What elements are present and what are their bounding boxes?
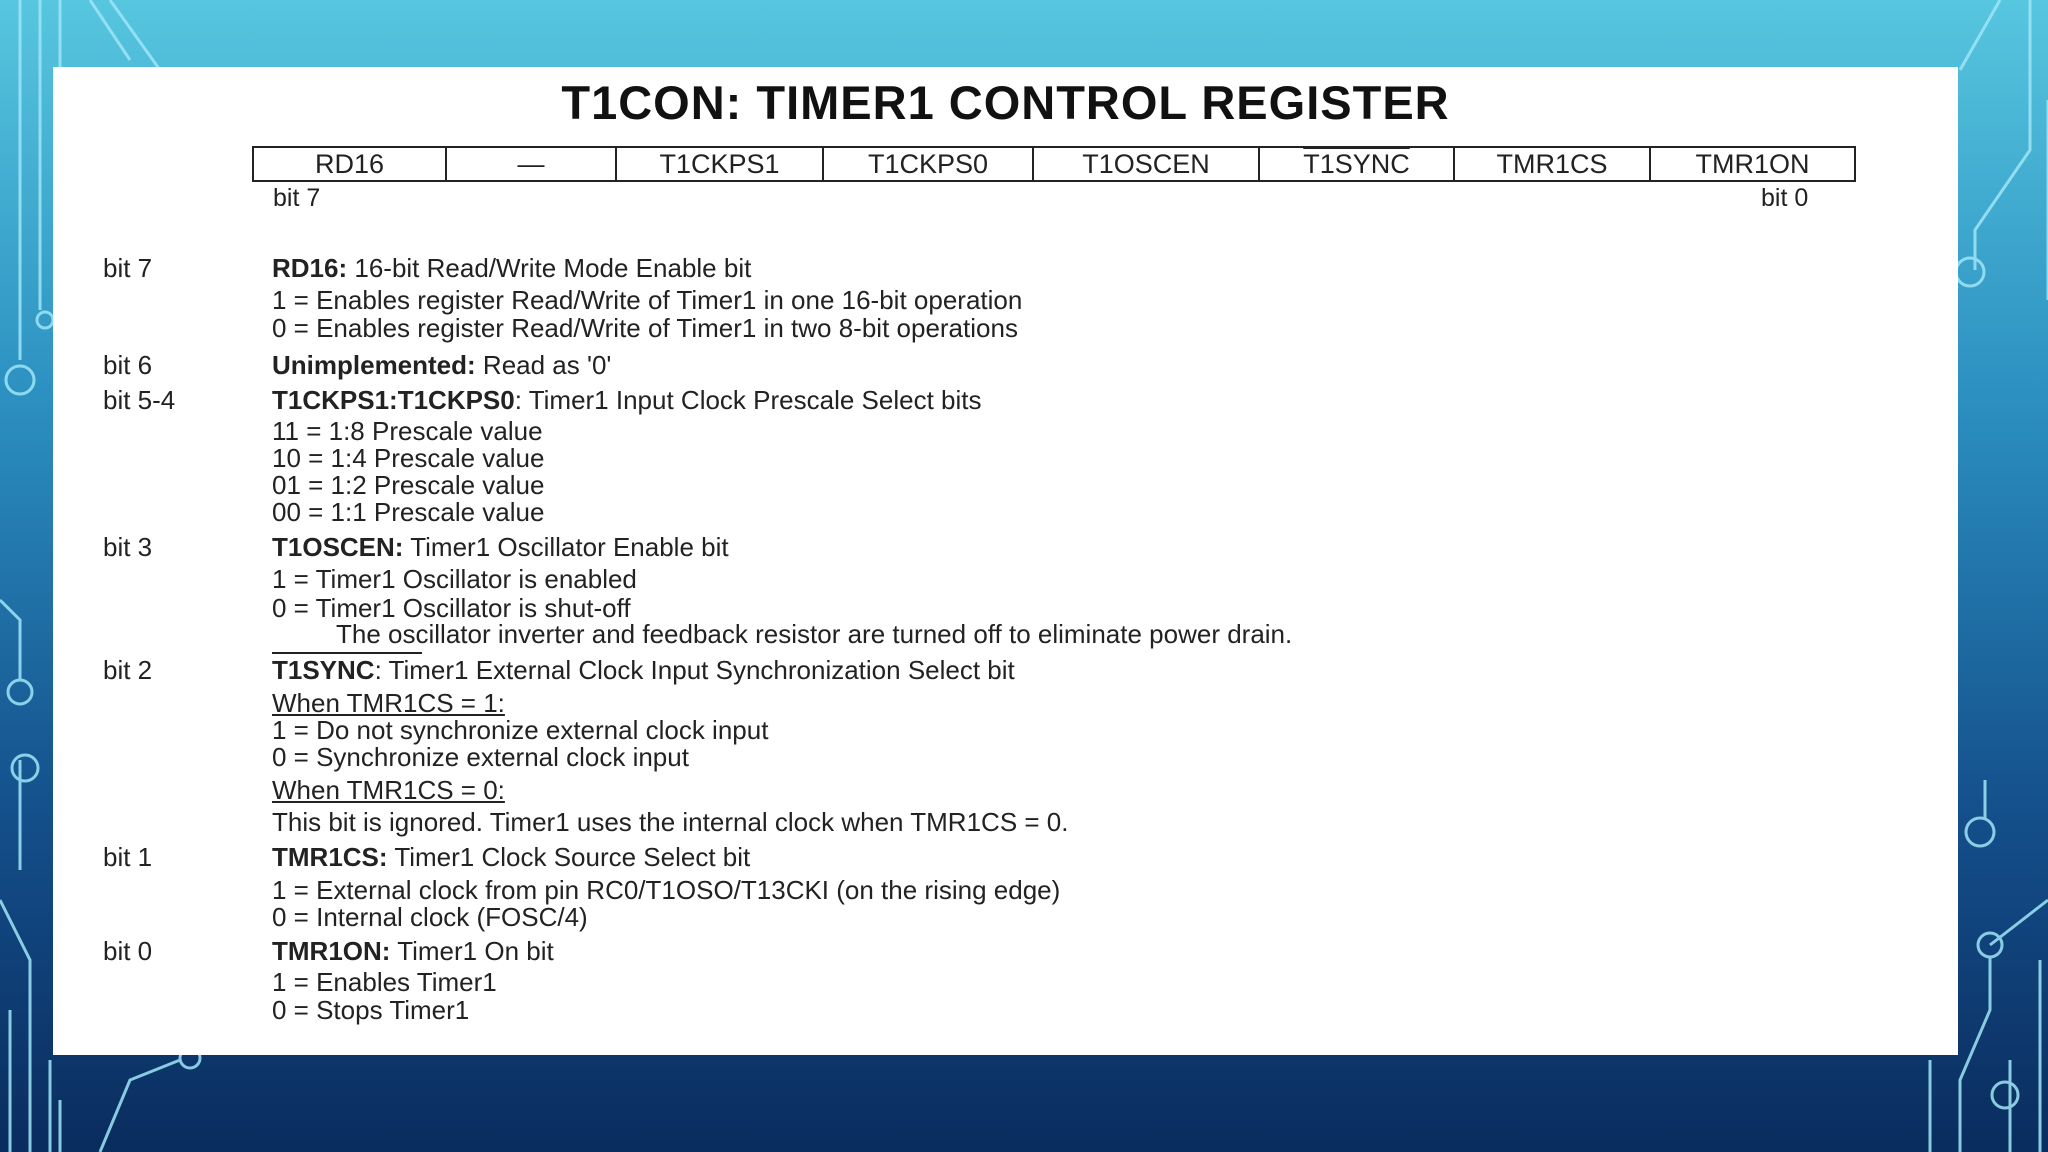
- bit54-option-00: 00 = 1:1 Prescale value: [272, 497, 545, 527]
- bit1-option-0: 0 = Internal clock (FOSC/4): [272, 902, 588, 932]
- bit3-separator: [272, 652, 422, 654]
- bit2-when-tmr1cs-0: When TMR1CS = 0:: [272, 775, 505, 805]
- bit6-name: Unimplemented:: [272, 350, 476, 380]
- bit7-name: RD16:: [272, 253, 348, 283]
- bit54-option-11: 11 = 1:8 Prescale value: [272, 416, 543, 446]
- bit2-name: T1SYNC: [272, 655, 375, 685]
- lsb-label: bit 0: [1761, 184, 1809, 212]
- bit-cell-t1ckps0: T1CKPS0: [824, 148, 1034, 180]
- bit3-option-1: 1 = Timer1 Oscillator is enabled: [272, 564, 637, 594]
- bit7-heading: [272, 253, 751, 284]
- bit2-when-tmr1cs-1: When TMR1CS = 1:: [272, 688, 505, 718]
- bit3-name: T1OSCEN:: [272, 532, 404, 562]
- bit1-name: TMR1CS:: [272, 842, 388, 872]
- bit0-heading: [272, 936, 554, 967]
- bit54-number: bit 5-4: [103, 385, 176, 415]
- bit-cell-tmr1cs: TMR1CS: [1455, 148, 1651, 180]
- bit54-heading: [272, 385, 981, 416]
- bit-cell-tmr1on: TMR1ON: [1695, 149, 1810, 179]
- bit54-desc: : Timer1 Input Clock Prescale Select bits: [514, 385, 982, 415]
- bit54-option-01: 01 = 1:2 Prescale value: [272, 470, 545, 500]
- bit-cell-t1sync: T1SYNC: [1260, 148, 1455, 180]
- bit0-number: bit 0: [103, 936, 153, 966]
- bit54-name: T1CKPS1:T1CKPS0: [272, 385, 515, 415]
- bit3-note: The oscillator inverter and feedback resistor are turned off to eliminate power drain.: [336, 619, 1293, 649]
- bit-cell-t1ckps1: T1CKPS1: [617, 148, 824, 180]
- bit3-heading: [272, 532, 729, 563]
- bit7-option-1: 1 = Enables register Read/Write of Timer1 in one 16-bit operation: [272, 285, 1023, 315]
- bit2-desc: : Timer1 External Clock Input Synchronization Select bit: [374, 655, 1015, 685]
- bit2-number: bit 2: [103, 655, 153, 685]
- bit1-heading: [272, 842, 750, 873]
- bit-cell-unimplemented: —: [447, 148, 617, 180]
- bit1-option-1: 1 = External clock from pin RC0/T1OSO/T13CKI (on the rising edge): [272, 875, 1061, 905]
- bit3-option-0: 0 = Timer1 Oscillator is shut-off: [272, 593, 631, 623]
- bit3-number: bit 3: [103, 532, 153, 562]
- bit7-desc: 16-bit Read/Write Mode Enable bit: [347, 253, 752, 283]
- bit0-desc: Timer1 On bit: [390, 936, 554, 966]
- bit54-option-10: 10 = 1:4 Prescale value: [272, 443, 545, 473]
- bit6-number: bit 6: [103, 350, 153, 380]
- bit0-option-0: 0 = Stops Timer1: [272, 995, 470, 1025]
- bit3-desc: Timer1 Oscillator Enable bit: [403, 532, 729, 562]
- bit7-option-0: 0 = Enables register Read/Write of Timer1 in two 8-bit operations: [272, 313, 1018, 343]
- bit0-option-1: 1 = Enables Timer1: [272, 967, 497, 997]
- bit6-heading: [272, 350, 611, 381]
- bit1-desc: Timer1 Clock Source Select bit: [387, 842, 751, 872]
- bit2-heading: [272, 655, 1015, 686]
- slide-panel: [53, 67, 1958, 1055]
- bit2-note: This bit is ignored. Timer1 uses the internal clock when TMR1CS = 0.: [272, 807, 1069, 837]
- bit-cell-rd16: RD16: [254, 148, 447, 180]
- bit1-number: bit 1: [103, 842, 153, 872]
- bit6-desc: Read as '0': [475, 350, 612, 380]
- bit0-name: TMR1ON:: [272, 936, 391, 966]
- register-bit-table: [252, 146, 1856, 182]
- bit2-option-0: 0 = Synchronize external clock input: [272, 742, 689, 772]
- bit7-number: bit 7: [103, 253, 153, 283]
- register-title: T1CON: TIMER1 CONTROL REGISTER: [561, 76, 1450, 129]
- bit-cell-t1oscen: T1OSCEN: [1034, 148, 1260, 180]
- bit2-option-1: 1 = Do not synchronize external clock input: [272, 715, 769, 745]
- msb-label: bit 7: [273, 184, 321, 212]
